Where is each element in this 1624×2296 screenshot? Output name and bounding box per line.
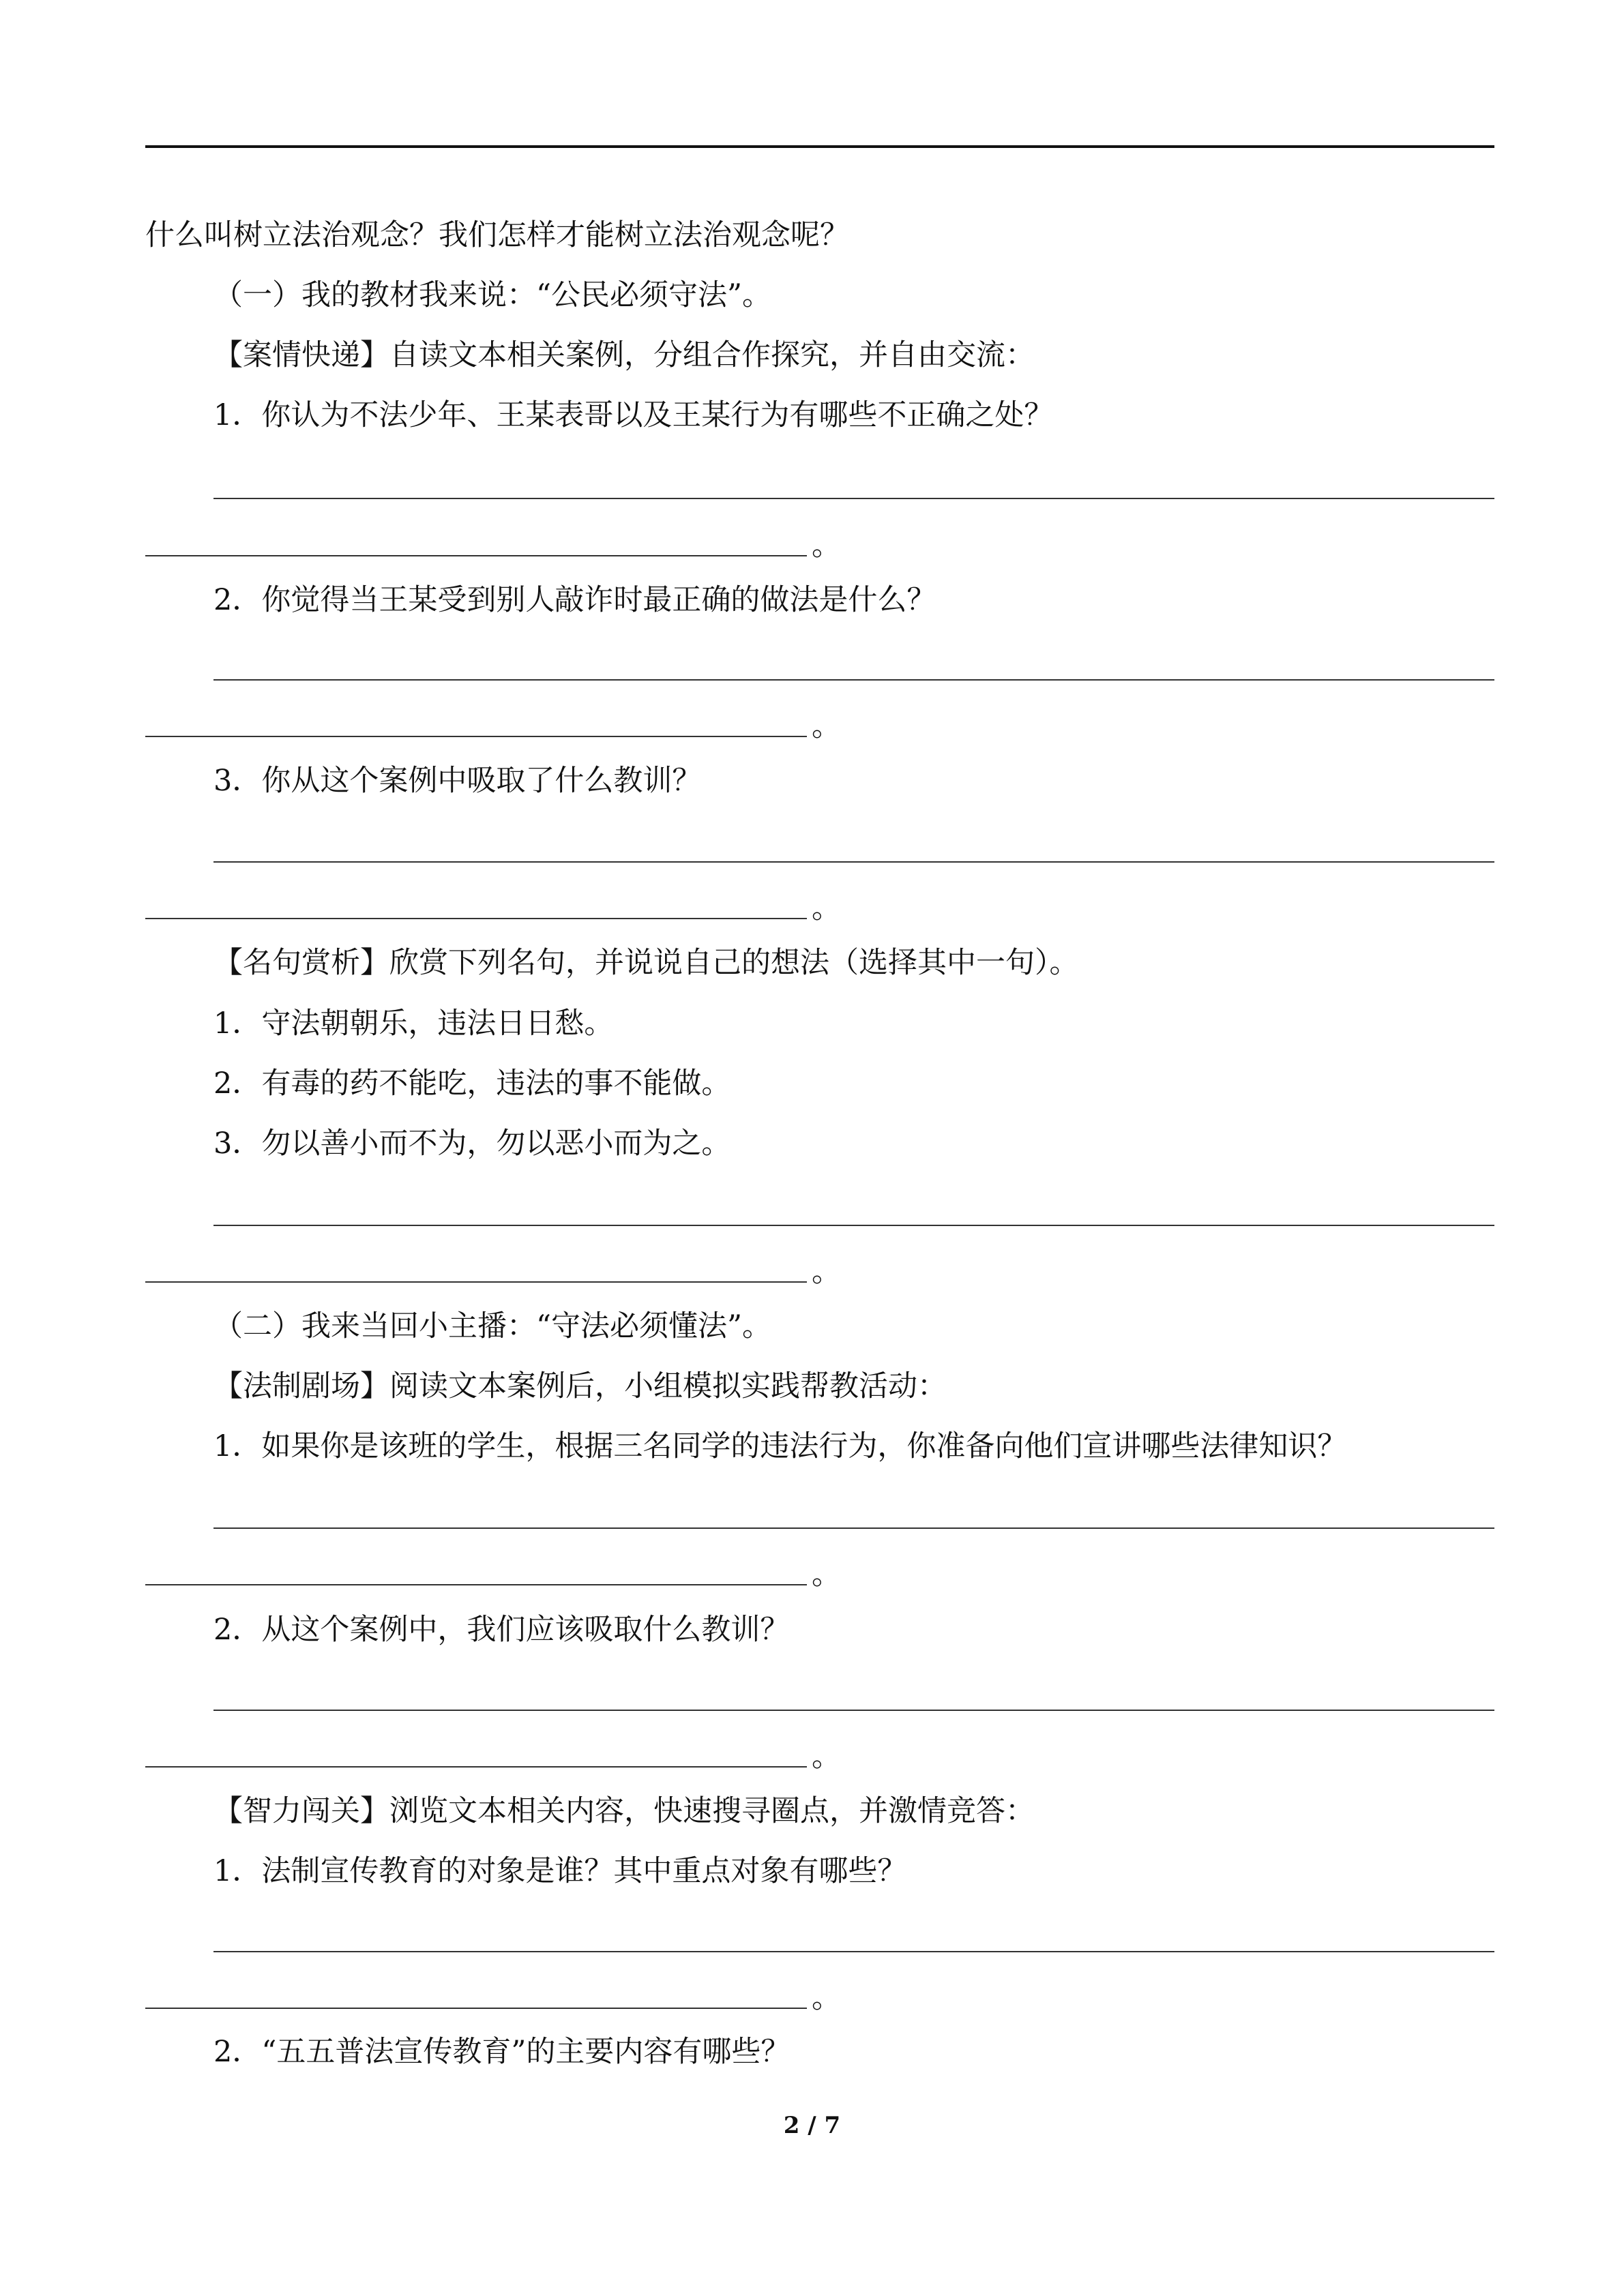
answer-line[interactable] bbox=[213, 1527, 1494, 1529]
case-intro: 【案情快递】自读文本相关案例，分组合作探究，并自由交流： bbox=[213, 338, 1035, 372]
period-mark: 。 bbox=[812, 528, 841, 563]
intro-question: 什么叫树立法治观念？我们怎样才能树立法治观念呢？ bbox=[145, 218, 849, 252]
period-mark: 。 bbox=[812, 1255, 841, 1289]
quote-2: 2．有毒的药不能吃，违法的事不能做。 bbox=[213, 1067, 731, 1101]
period-mark: 。 bbox=[812, 1981, 841, 2015]
quote-3: 3．勿以善小而不为，勿以恶小而为之。 bbox=[213, 1127, 731, 1161]
theater-intro: 【法制剧场】阅读文本案例后，小组模拟实践帮教活动： bbox=[213, 1369, 947, 1403]
answer-line[interactable] bbox=[213, 1710, 1494, 1711]
quiz-question-2: 2．“五五普法宣传教育”的主要内容有哪些？ bbox=[213, 2035, 791, 2069]
answer-line[interactable] bbox=[145, 736, 807, 737]
answer-line[interactable] bbox=[145, 1584, 807, 1585]
question-1: 1．你认为不法少年、王某表哥以及王某行为有哪些不正确之处？ bbox=[213, 398, 1054, 432]
section-2-heading: （二）我来当回小主播：“守法必须懂法”。 bbox=[213, 1309, 771, 1343]
answer-line[interactable] bbox=[213, 861, 1494, 863]
question-s2-1: 1．如果你是该班的学生，根据三名同学的违法行为，你准备向他们宣讲哪些法律知识？ bbox=[213, 1429, 1347, 1463]
period-mark: 。 bbox=[812, 1557, 841, 1592]
answer-line[interactable] bbox=[213, 679, 1494, 681]
header-rule bbox=[145, 145, 1494, 148]
answer-line[interactable] bbox=[213, 1951, 1494, 1952]
question-3: 3．你从这个案例中吸取了什么教训？ bbox=[213, 764, 702, 798]
answer-line[interactable] bbox=[145, 918, 807, 919]
quote-1: 1．守法朝朝乐，违法日日愁。 bbox=[213, 1007, 614, 1041]
answer-line[interactable] bbox=[145, 2008, 807, 2009]
period-mark: 。 bbox=[812, 709, 841, 743]
quiz-question-1: 1．法制宣传教育的对象是谁？其中重点对象有哪些？ bbox=[213, 1854, 907, 1888]
period-mark: 。 bbox=[812, 1740, 841, 1774]
answer-line[interactable] bbox=[145, 555, 807, 556]
answer-line[interactable] bbox=[145, 1766, 807, 1768]
question-2: 2．你觉得当王某受到别人敲诈时最正确的做法是什么？ bbox=[213, 583, 936, 617]
period-mark: 。 bbox=[812, 891, 841, 925]
answer-line[interactable] bbox=[213, 498, 1494, 499]
question-s2-2: 2．从这个案例中，我们应该吸取什么教训？ bbox=[213, 1613, 790, 1647]
quotes-intro: 【名句赏析】欣赏下列名句，并说说自己的想法（选择其中一句）。 bbox=[213, 946, 1079, 980]
answer-line[interactable] bbox=[213, 1225, 1494, 1226]
page-number: 2 / 7 bbox=[783, 2112, 841, 2139]
quiz-intro: 【智力闯关】浏览文本相关内容，快速搜寻圈点，并激情竞答： bbox=[213, 1794, 1035, 1828]
section-1-heading: （一）我的教材我来说：“公民必须守法”。 bbox=[213, 278, 771, 312]
answer-line[interactable] bbox=[145, 1281, 807, 1283]
